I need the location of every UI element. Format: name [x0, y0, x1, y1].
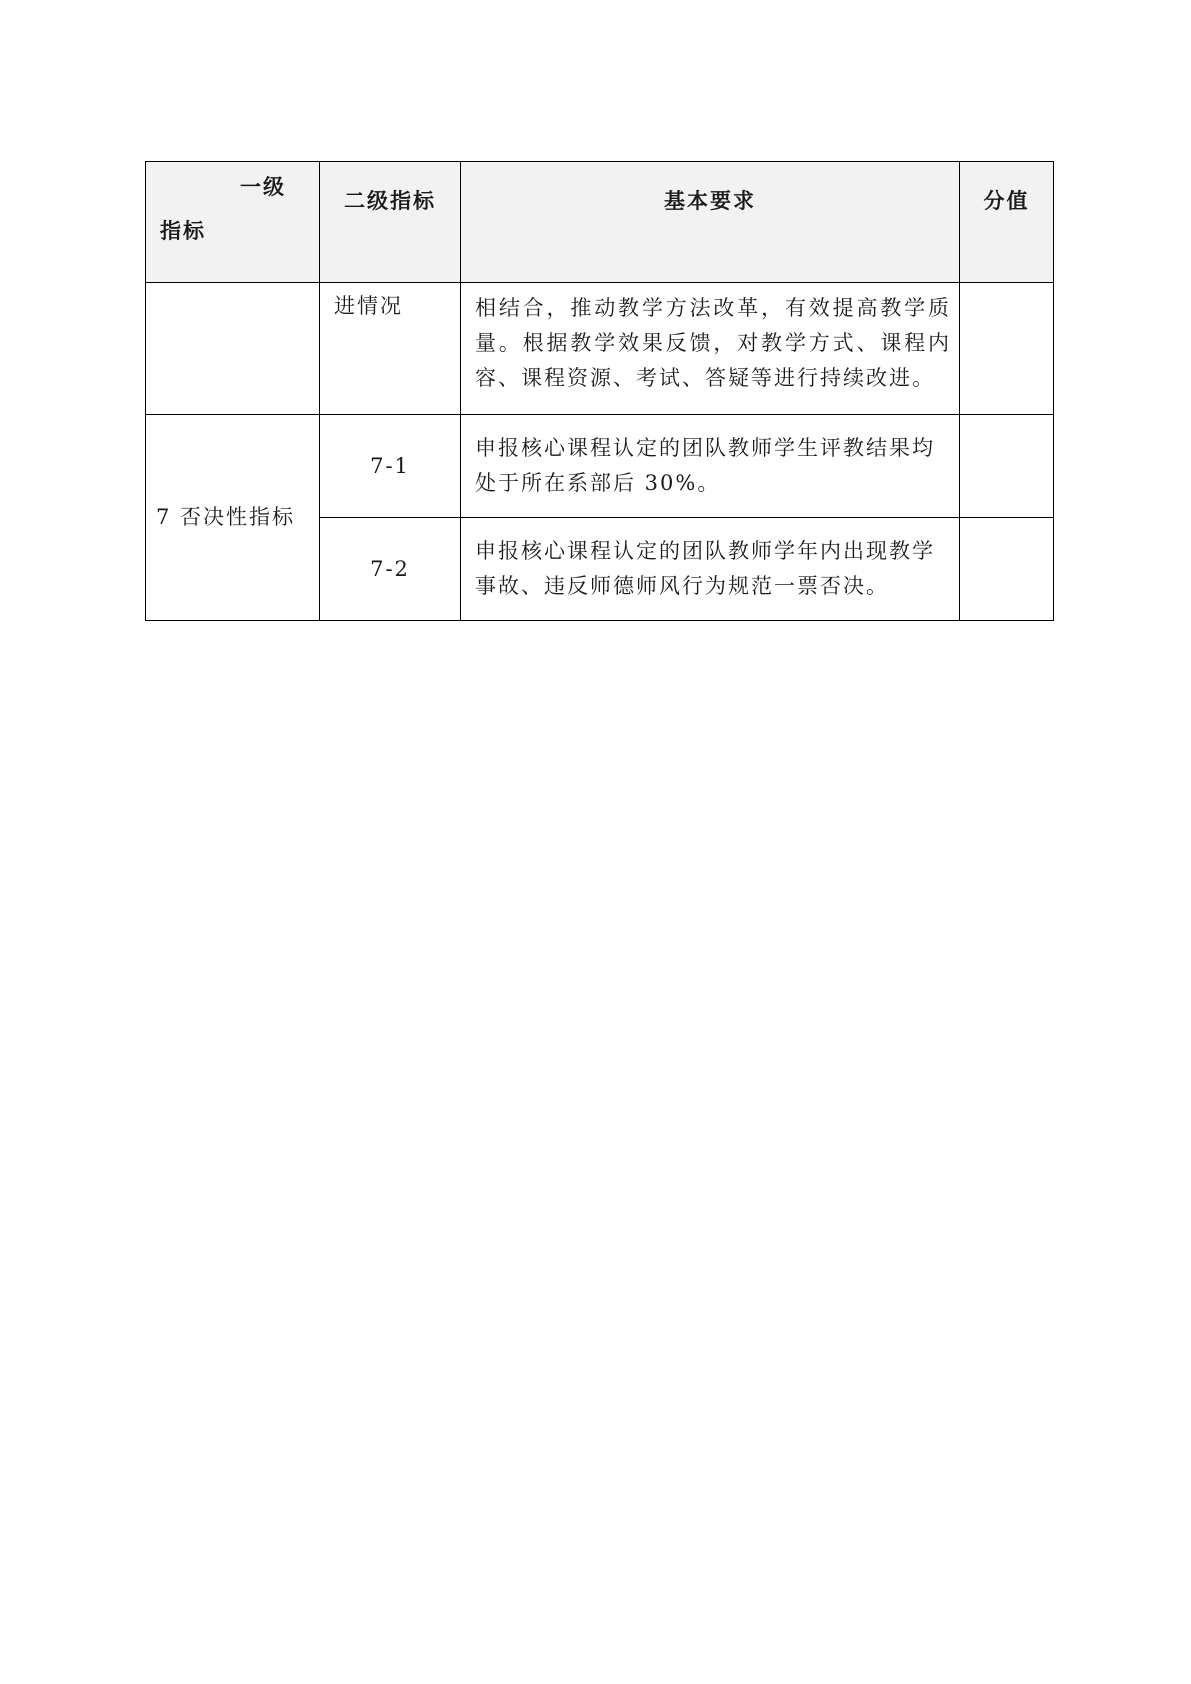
requirement-cell: 申报核心课程认定的团队教师学生评教结果均处于所在系部后 30%。 — [461, 415, 960, 518]
level2-cell: 7-2 — [320, 518, 461, 621]
table-row — [146, 283, 1054, 415]
header-score: 分值 — [960, 162, 1054, 283]
requirement-cell: 申报核心课程认定的团队教师学年内出现教学事故、违反师德师风行为规范一票否决。 — [461, 518, 960, 621]
header-level1-line1: 一级 — [240, 175, 286, 199]
level1-cell-veto: 7 否决性指标 — [146, 415, 320, 621]
score-cell — [960, 415, 1054, 518]
level2-cell: 7-1 — [320, 415, 461, 518]
table-row — [146, 415, 1054, 518]
header-level1-line2: 指标 — [160, 219, 206, 243]
requirement-cell: 相结合，推动教学方法改革，有效提高教学质量。根据教学效果反馈，对教学方式、课程内容、课程资源、考试、答疑等进行持续改进。 — [461, 283, 960, 415]
table-header-row — [146, 162, 1054, 283]
header-level2-indicator: 二级指标 — [320, 162, 461, 283]
score-cell — [960, 518, 1054, 621]
criteria-table — [145, 161, 1054, 621]
header-level1-indicator — [146, 162, 320, 283]
header-requirement: 基本要求 — [461, 162, 960, 283]
score-cell — [960, 283, 1054, 415]
level2-cell: 进情况 — [320, 283, 461, 415]
level1-cell-empty — [146, 283, 320, 415]
